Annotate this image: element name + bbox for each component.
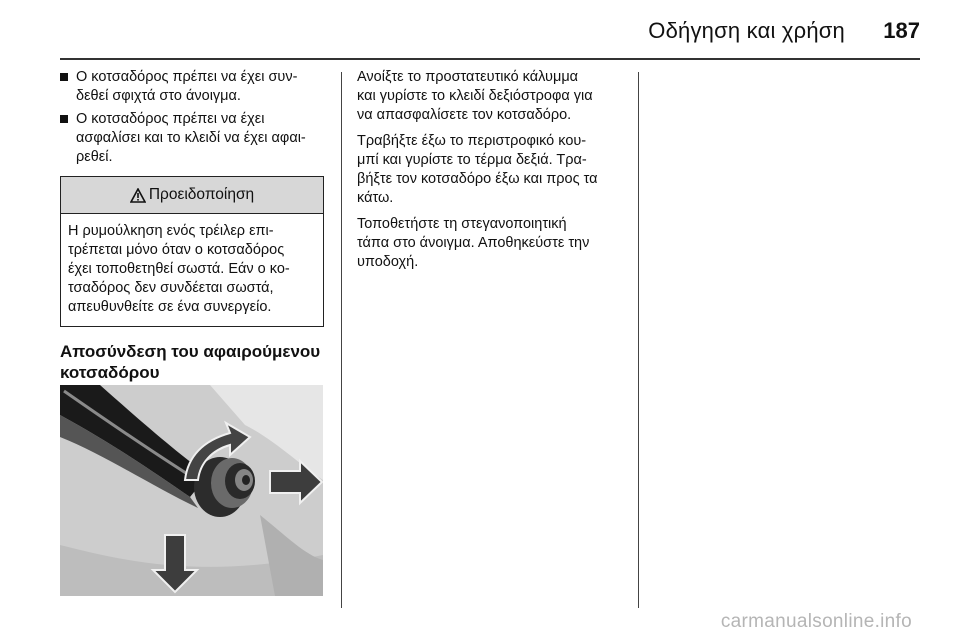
watermark: carmanualsonline.info	[720, 611, 912, 632]
column-divider	[638, 72, 639, 608]
warning-header	[61, 177, 323, 214]
bullet-item	[60, 110, 325, 167]
bullet-item	[60, 68, 325, 106]
bullet-text: Ο κοτσαδόρος πρέπει να έχει συν- δεθεί σφιχτά στο άνοιγμα.	[76, 69, 298, 104]
page-number: 187	[883, 18, 920, 43]
header-rule	[60, 58, 920, 60]
instruction-paragraph: Ανοίξτε το προστατευτικό κάλυμμα και γυρίστε το κλειδί δεξιόστροφα για να απασφαλίσετε τον κοτσαδόρο.	[357, 69, 593, 123]
warning-box	[60, 176, 324, 327]
warning-body: Η ρυμούλκηση ενός τρέιλερ επι- τρέπεται μόνο όταν ο κοτσαδόρος έχει τοποθετηθεί σωστά. Εάν ο κο- τσαδόρος δεν συνδέεται σωστά, απευθυνθείτε σε ένα συνεργείο.	[68, 223, 290, 315]
header-title: Οδήγηση και χρήση	[648, 18, 845, 43]
bullet-square-icon	[60, 73, 68, 81]
warning-title: Προειδοποίηση	[148, 186, 255, 203]
bullet-text: Ο κοτσαδόρος πρέπει να έχει ασφαλίσει και το κλειδί να έχει αφαι- ρεθεί.	[76, 111, 306, 165]
tow-hitch-drawing	[60, 385, 323, 596]
instruction-paragraph: Τοποθετήστε τη στεγανοποιητική τάπα στο άνοιγμα. Αποθηκεύστε την υποδοχή.	[357, 216, 590, 270]
tow-hitch-illustration	[60, 385, 323, 596]
warning-triangle-icon	[130, 188, 146, 203]
column-divider	[341, 72, 342, 608]
instruction-paragraph: Τραβήξτε έξω το περιστροφικό κου- μπί και γυρίστε το τέρμα δεξιά. Τρα- βήξτε τον κοτσαδόρο έξω και προς τα κάτω.	[357, 133, 598, 206]
bullet-square-icon	[60, 115, 68, 123]
left-column	[60, 68, 325, 383]
middle-column	[357, 68, 627, 279]
section-heading: Αποσύνδεση του αφαιρούμενου κοτσαδόρου	[60, 342, 321, 382]
